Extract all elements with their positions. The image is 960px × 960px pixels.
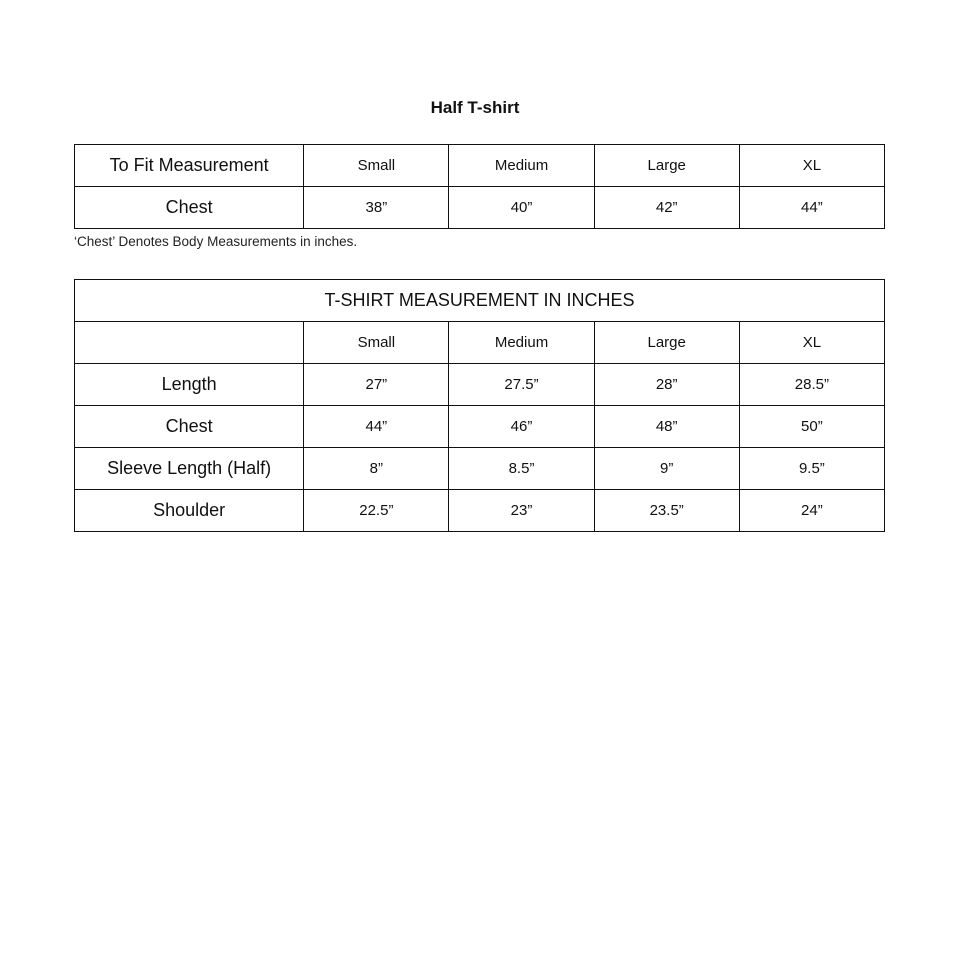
- table-row: [75, 187, 885, 229]
- header-cell-xl: XL: [739, 145, 884, 187]
- header-cell-small: Small: [304, 145, 449, 187]
- tshirt-measurement-table: [74, 279, 885, 532]
- row-label-sleeve-length: Sleeve Length (Half): [75, 448, 304, 490]
- table-cell: 23.5”: [594, 490, 739, 532]
- table-cell: 8.5”: [449, 448, 594, 490]
- table-row: [75, 364, 885, 406]
- table-cell: 27”: [304, 364, 449, 406]
- header-cell-large: Large: [594, 145, 739, 187]
- row-label-shoulder: Shoulder: [75, 490, 304, 532]
- table-cell: 9”: [594, 448, 739, 490]
- table-title: T-SHIRT MEASUREMENT IN INCHES: [75, 280, 885, 322]
- table-header-row: [75, 322, 885, 364]
- header-cell-xl: XL: [739, 322, 884, 364]
- table-cell: 28.5”: [739, 364, 884, 406]
- header-cell-large: Large: [594, 322, 739, 364]
- table-cell: 42”: [594, 187, 739, 229]
- fit-measurement-table: [74, 144, 885, 229]
- header-cell-label: To Fit Measurement: [75, 145, 304, 187]
- header-cell-small: Small: [304, 322, 449, 364]
- table-row: [75, 406, 885, 448]
- table-cell: 48”: [594, 406, 739, 448]
- footnote: ‘Chest’ Denotes Body Measurements in inches.: [74, 234, 358, 249]
- table-row: [75, 490, 885, 532]
- table-cell: 44”: [304, 406, 449, 448]
- table-cell: 23”: [449, 490, 594, 532]
- header-cell-medium: Medium: [449, 145, 594, 187]
- table-cell: 40”: [449, 187, 594, 229]
- header-cell-empty: [75, 322, 304, 364]
- table-title-row: [75, 280, 885, 322]
- table-cell: 24”: [739, 490, 884, 532]
- header-cell-medium: Medium: [449, 322, 594, 364]
- table-cell: 9.5”: [739, 448, 884, 490]
- table-cell: 27.5”: [449, 364, 594, 406]
- table-cell: 22.5”: [304, 490, 449, 532]
- table-cell: 28”: [594, 364, 739, 406]
- table-cell: 8”: [304, 448, 449, 490]
- table-cell: 46”: [449, 406, 594, 448]
- table-cell: 44”: [739, 187, 884, 229]
- row-label-chest: Chest: [75, 406, 304, 448]
- page-title: Half T-shirt: [430, 98, 520, 117]
- table-cell: 50”: [739, 406, 884, 448]
- table-cell: 38”: [304, 187, 449, 229]
- row-label-chest: Chest: [75, 187, 304, 229]
- table-header-row: [75, 145, 885, 187]
- table-row: [75, 448, 885, 490]
- row-label-length: Length: [75, 364, 304, 406]
